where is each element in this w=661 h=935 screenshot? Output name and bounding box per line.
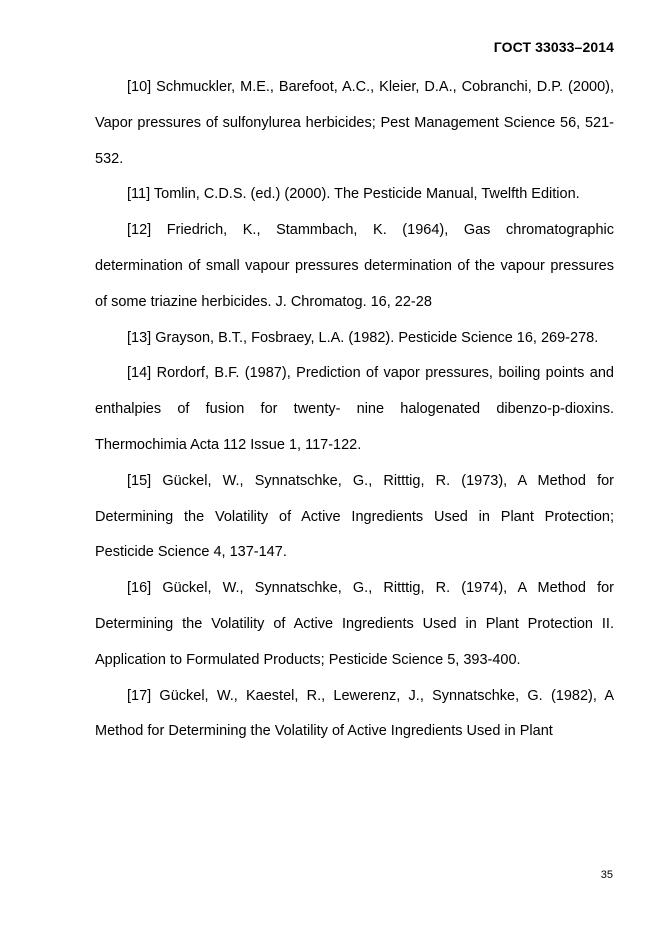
reference-item-15: [15] Gückel, W., Synnatschke, G., Ritttig, R. (1973), A Method for Determining the Volatility of Active Ingredients Used in Plant Protection; Pesticide Science 4, 137-147. [95,472,614,561]
document-code-header: ГОСТ 33033–2014 [493,39,614,55]
reference-item-13: [13] Grayson, B.T., Fosbraey, L.A. (1982). Pesticide Science 16, 269-278. [127,329,599,346]
page-number: 35 [600,869,613,881]
reference-item-10: [10] Schmuckler, M.E., Barefoot, A.C., Kleier, D.A., Cobranchi, D.P. (2000), Vapor pressures of sulfonylurea herbicides; Pest Management Science 56, 521-532. [95,79,614,167]
reference-item-11: [11] Tomlin, C.D.S. (ed.) (2000). The Pesticide Manual, Twelfth Edition. [127,186,580,203]
reference-item-12: [12] Friedrich, K., Stammbach, K. (1964), Gas chromatographic determination of small vapour pressures determination of the vapour pressures of some triazine herbicides. J. Chromatog. 16, 22-28 [95,222,614,310]
reference-item-16: [16] Gückel, W., Synnatschke, G., Ritttig, R. (1974), A Method for Determining the Volatility of Active Ingredients Used in Plant Protection II. Application to Formulated Products; Pesticide Science 5, 393-400. [95,580,614,668]
reference-item-14: [14] Rordorf, B.F. (1987), Prediction of vapor pressures, boiling points and enthalpies of fusion for twenty- nine halogenated dibenzo-p-dioxins. Thermochimia Acta 112 Issue 1, 117-122. [95,365,614,453]
reference-item-17: [17] Gückel, W., Kaestel, R., Lewerenz, J., Synnatschke, G. (1982), A Method for Determining the Volatility of Active Ingredients Used in Plant [95,687,614,740]
reference-list [95,70,614,750]
